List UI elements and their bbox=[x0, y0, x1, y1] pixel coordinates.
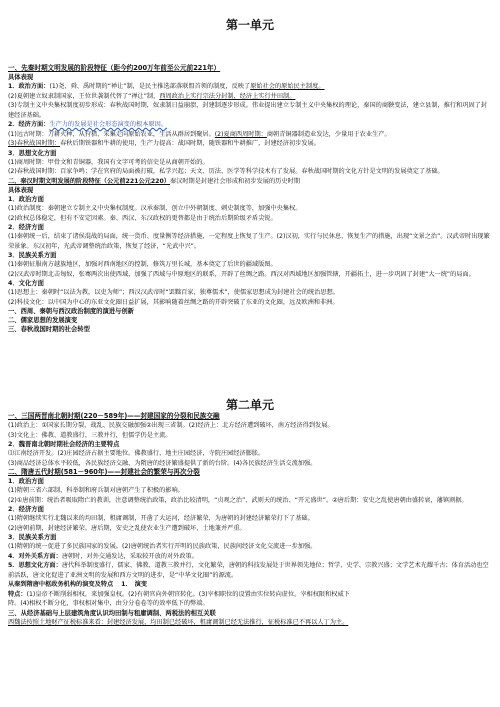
unit2-sec3-heading: 二、隋唐五代时期(581－960年)——封建社会的繁荣与再次分裂 bbox=[8, 468, 200, 476]
unit1-qh-eco-label: 2．经济方面 bbox=[8, 224, 44, 231]
unit1-sec3: 一、西周、秦朝与西汉政治制度的演进与创新 bbox=[8, 308, 134, 315]
unit1-pol-2b: 西周政治上实行宗法分封制，经济上实行井田制。 bbox=[159, 92, 296, 100]
unit2-cul-1: 唐代科举制度盛行，儒家、佛教、道教三教并行，文化繁荣，唐朝的科技发展处于世界领先地位；哲学、史学、宗教兴盛；文学艺术光耀千古；体育活动也空前活跃，唐文化促进了亚洲文明的发展和西方文明的进步，是“中华文化圈”的源流。 bbox=[8, 562, 489, 579]
unit1-eco-3 bbox=[8, 139, 492, 149]
unit1-qh-pol-label: 1．政治方面 bbox=[8, 196, 44, 203]
unit2-evo bbox=[8, 580, 492, 590]
unit1-eco-3b: 春秋后期铁器和牛耕的使用，生产力提高：战国时期，随铁器和牛耕推广，封建经济初步发展。 bbox=[60, 140, 320, 147]
unit1-eco-label: 2．经济方面： bbox=[8, 121, 50, 128]
unit2-for-label: 4．对外关系方面： bbox=[8, 552, 62, 560]
unit1-qh-pol-1: (1)政治制度：秦朝建立专制主义中央集权制度。汉承秦制，创立中外朝制度、刺史制度等，加强中央集权。 bbox=[8, 205, 302, 212]
unit1-pol-1b: 原始社会的原始民主制度。 bbox=[250, 83, 325, 90]
unit1-sec4: 二、儒家思想的发展演变 bbox=[8, 317, 78, 324]
unit2-cul bbox=[8, 561, 492, 580]
unit1-pol-1 bbox=[8, 82, 492, 92]
unit2-pol-label: 1．政治方面 bbox=[8, 478, 44, 485]
unit1-qh-eth-label: 3．民族关系方面 bbox=[8, 252, 57, 259]
unit2-eco-2: (2)唐朝前期，封建经济繁荣。唐后期，安史之乱使农业生产遭到破坏，土地兼并严重。 bbox=[8, 524, 246, 532]
unit1-sec2 bbox=[8, 177, 492, 187]
unit1-sub-specific: 具体表现 bbox=[8, 74, 34, 81]
unit1-sec2-heading: 二、秦汉时期文明发展的阶段特征（公元前221公元220） bbox=[8, 177, 170, 185]
unit1-sec1-heading: 一、先秦时期文明发展的阶段特征（距今约200万年前至公元前221年） bbox=[8, 64, 221, 72]
unit1-qh-pol-2: (2)政权总体稳定，但有不安定因素。秦、西汉、东汉政权的更替都是由于统治后期阶级矛盾尖锐。 bbox=[8, 214, 277, 222]
unit2-pol-2: (2)①唐前期：统治者吸取隋亡的教训，注意调整统治政策，政治比较清明，“贞观之治”、武则天的统治、“开元盛世”。②唐后期：安史之乱使唐朝由盛转衰，藩镇割据。 bbox=[8, 496, 468, 504]
unit2-s1-1: (1)政治上：①国家长期分裂，战乱、民族交融加强②出现三省制。(2)经济上：北方经济遭到破坏，南方经济得到发展。 bbox=[8, 422, 334, 429]
unit2-s2-1: ⑴江南经济开发。(2)庄园经济占据主要地位。佛教盛行，地主庄园经济，寺院庄园经济膨胀。 bbox=[8, 450, 265, 457]
unit2-char-1-text: (1)皇帝不断削弱相权，来加强皇权。(2)有朝官向外朝官转化。(3)宰相职位的设置由实位转向虚位。宰相权限和权威下 bbox=[26, 590, 350, 598]
unit2-char-1 bbox=[8, 590, 492, 600]
unit1-qh-eco-1: (1)秦朝统一后，结束了诸侯混战的局面，统一货币、度量衡等经济措施，一定程度上恢复了生产。(2)汉初，实行与民休息，恢复生产的措施，出现“文景之治”。汉武帝时出现繁荣景象。东汉初年，光武帝调整统治政策，恢复了经济，“光武中兴”。 bbox=[8, 233, 490, 250]
unit1-title: 第一单元 bbox=[225, 18, 274, 32]
unit1-sec2-note: 秦汉时期是封建社会形成和初步发展的历史时期 bbox=[169, 177, 300, 185]
unit2-eco-1: (1)隋朝继续实行北魏以来的均田制，租庸调制，开凿了大运河，经济繁荣，为唐朝的封建经济繁荣打下了基础。 bbox=[8, 515, 314, 522]
unit2-for bbox=[8, 552, 492, 562]
unit1-eco-1 bbox=[8, 130, 492, 140]
unit1-content bbox=[8, 64, 492, 334]
unit1-eco-1a: (1)远古时期：刀耕火种，从狩猎、采集走向原始农业，生活从群居到聚居。 bbox=[8, 130, 215, 138]
unit2-s2-2: (3)商品经济总体水平较低，各民族经济交融，为隋唐的经济繁盛提供了新的台阶。(4)各民族经济生活交流加强。 bbox=[8, 459, 317, 467]
unit2-sec4-1: 西魏法按照土地财产征税标准来看：封建经济发展，均田制已经破坏，租庸调制已经无法推行，征税标准已不再以人丁为主。 bbox=[8, 618, 349, 626]
unit1-qh-cul-2: (2)科技文化：以中国为中心的东亚文化圈日益扩展，其影响随着丝绸之路的开辟突破了东亚的文化圈，远及欧洲和非洲。 bbox=[8, 298, 339, 306]
unit1-pol-3: (3)专制主义中央集权制度初步形成：春秋战国时期，奴隶制日益崩溃，封建制逐步形成。伟业提出建立专制主义中央集权的理论，秦国的商鞅变法，建立县制，推行和巩固了封建经济基础。 bbox=[8, 102, 488, 119]
unit1-qh-eth-2: (2)汉武帝时期北击匈奴，张骞两次出使西域，加强了西域与中原地区的联系，开辟了丝绸之路。西汉对西域地区加强管辖，开疆拓土，进一步巩固了封建“大一统”的局面。 bbox=[8, 270, 475, 278]
unit2-content bbox=[8, 412, 492, 627]
unit1-eco-1c: 商朝青铜器制造业发达，少量用于农业生产。 bbox=[266, 130, 391, 138]
unit1-eco-3a: (3)春秋战国时期： bbox=[8, 140, 61, 147]
unit2-s1-2: (3)文化上：佛教、道教盛行，三教并行，但儒学仍是主流。 bbox=[8, 431, 172, 439]
unit2-for-1: 唐朝时，对外交通发达，采取较开放的对外政策。 bbox=[61, 552, 198, 560]
unit2-char-label: 特点： bbox=[8, 590, 27, 598]
unit2-pol-1: (1)隋朝三省六部制，科举制和府兵制对唐朝产生了积极的影响。 bbox=[8, 487, 184, 494]
unit1-qh-eth-1: (1)秦朝征服南方越族地区，加强对西南地区的控制，修筑万里长城，基本奠定了后世的疆域版图。 bbox=[8, 261, 277, 268]
unit2-evo-heading: 从秦到隋唐中枢政务机构的演变及特点 bbox=[8, 581, 114, 588]
unit1-eco-head bbox=[8, 120, 492, 130]
unit1-eco-1b: (2)夏商西周时期： bbox=[214, 130, 267, 138]
unit1-eco-head-text: 生产力的发展是社会形态演变的根本原因。 bbox=[49, 121, 167, 128]
unit2-char-2: 降。(4)相权不断分化，事权相对集中，由分分卷卷等的效率低下的弊端。 bbox=[8, 600, 209, 607]
unit2-evo-1: 1． 演变 bbox=[121, 581, 148, 588]
unit1-pol-label: 1．政治方面： bbox=[8, 83, 50, 90]
unit1-qh-cul-label: 4．文化方面 bbox=[8, 280, 44, 287]
unit1-thought-label: 3．思想文化方面 bbox=[8, 149, 57, 157]
unit2-sec1-heading: 一、三国两晋南北朝时期(220－589年)——封建国家的分裂和民族交融 bbox=[8, 412, 220, 420]
unit2-eco-label: 2．经济方面 bbox=[8, 506, 44, 513]
unit1-pol-2a: (2)夏朝建立奴隶制国家，王位世袭制代替了“禅让”制， bbox=[8, 92, 160, 100]
unit2-sec4-heading: 三、从经济基础与上层建筑角度认识均田制与租庸调制、两税法的相互关联 bbox=[8, 609, 216, 617]
unit1-qh-cul-1: (1)思想上：秦朝时“以法为教，以吏为师”；西汉汉武帝时“罢黜百家，独尊儒术”，使儒家思想成为封建社会的统治思想。 bbox=[8, 289, 339, 296]
unit2-eth-1: (1)隋朝的统一促进了多民族国家的发展。(2)唐朝统治者实行开明的民族政策，民族间经济文化交流进一步加强。 bbox=[8, 543, 317, 550]
unit1-th-2: (2)春秋战国时期：百家争鸣；学在官府的局面被打破，私学兴起；天文、历法、医学等科学技术有了发展。春秋战国时期的文化方针是文明的发展奠定了基础。 bbox=[8, 168, 444, 175]
unit1-sec5: 三、春秋战国时期的社会转型 bbox=[8, 326, 90, 333]
unit2-sec2-heading: 2．魏晋南北朝时期社会经济的主要特点 bbox=[8, 441, 120, 448]
unit1-th-1: (1)商周时期：甲骨文和青铜器，我国有文字可考的信史是从商朝开始的。 bbox=[8, 158, 209, 166]
unit1-pol-1a: (1)尧、舜、禹时期的“禅让”制，是民主推选部落联盟首领的制度，反映了 bbox=[49, 83, 251, 90]
unit2-eth-label: 3．民族关系方面 bbox=[8, 534, 57, 541]
unit2-cul-label: 5．思想文化方面： bbox=[8, 562, 62, 569]
unit1-pol-2 bbox=[8, 92, 492, 102]
unit1-sub-specific2: 具体表现 bbox=[8, 187, 34, 194]
unit2-title: 第二单元 bbox=[225, 398, 274, 412]
